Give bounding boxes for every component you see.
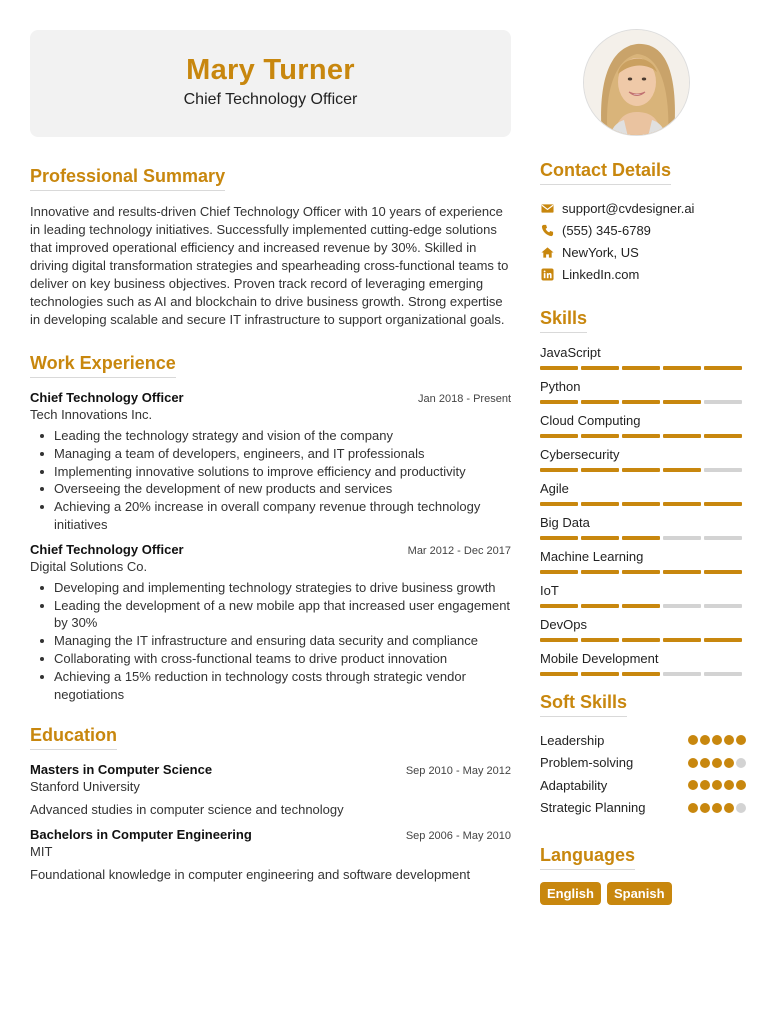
skill-level-segment [704,502,742,506]
soft-skills-list [540,729,746,819]
skill-level-segment [540,570,578,574]
school-name: Stanford University [30,779,140,795]
skill-level-segment [663,400,701,404]
rating-dot [736,735,746,745]
skill-level-segment [581,604,619,608]
skill-level-segment [622,604,660,608]
skill-level-segment [704,604,742,608]
skill-level-bar [540,570,746,574]
summary-text: Innovative and results-driven Chief Technology Officer with 10 years of experience in leading technology initiatives. Successfully implemented cutting-edge solutions that improved operational efficiency and increased revenue by 30%. Skilled in driving digital transformation strategies and spearheading cross-functional teams to deliver on key business objectives. Proven track record of leveraging emerging technologies such as AI and blockchain to drive business growth. Strong expertise in developing scalable and secure IT infrastructure to support organizational goals. [30,204,509,327]
skill-level-segment [581,570,619,574]
rating-dot [700,735,710,745]
skill-level-segment [663,502,701,506]
skills-heading: Skills [540,308,587,333]
skill-level-segment [704,638,742,642]
skill-item [540,651,746,676]
skill-name: Big Data [540,515,590,530]
skill-level-segment [622,638,660,642]
skill-level-segment [704,400,742,404]
contact-section [540,160,746,285]
soft-skill-name: Adaptability [540,777,608,793]
skill-name: Mobile Development [540,651,659,666]
job-bullets [30,579,511,704]
job-dates: Mar 2012 - Dec 2017 [407,544,511,557]
phone-icon [540,223,554,237]
job-company: Tech Innovations Inc. [30,407,153,422]
soft-skills-section [540,692,746,819]
languages-section [540,845,746,905]
soft-skill-name: Problem-solving [540,755,634,771]
skill-level-segment [581,400,619,404]
rating-dot [700,803,710,813]
skill-level-segment [704,366,742,370]
skill-level-segment [704,672,742,676]
skill-level-segment [663,468,701,472]
skill-level-segment [581,638,619,642]
skill-level-segment [581,366,619,370]
skill-name: Cloud Computing [540,413,641,428]
skill-level-segment [540,604,578,608]
job-bullet: Managing a team of developers, engineers, and IT professionals [30,445,511,463]
job-bullet: Managing the IT infrastructure and ensuring data security and compliance [30,632,511,650]
language-badge: English [540,882,601,905]
rating-dot [688,758,698,768]
rating-dot [712,758,722,768]
rating-dot [688,803,698,813]
skill-level-segment [704,434,742,438]
job-bullet: Achieving a 15% reduction in technology costs through strategic vendor negotiations [30,668,511,704]
header-banner [30,30,511,137]
education-dates: Sep 2010 - May 2012 [405,765,511,778]
soft-skill-rating [688,780,746,790]
skill-item [540,379,746,404]
soft-skill-item [540,797,746,820]
education-heading: Education [30,725,117,750]
rating-dot [736,803,746,813]
job-company: Digital Solutions Co. [30,558,148,574]
skill-level-segment [581,434,619,438]
skill-item [540,549,746,574]
soft-skill-name: Strategic Planning [540,800,646,816]
skill-name: Agile [540,481,569,496]
job-bullet: Leading the development of a new mobile app that increased user engagement by 30% [30,597,511,633]
skill-level-segment [704,468,742,472]
skill-level-segment [622,434,660,438]
rating-dot [712,735,722,745]
rating-dot [736,758,746,768]
job-bullet: Overseeing the development of new products and services [30,480,511,498]
skill-level-segment [581,502,619,506]
skill-level-bar [540,468,746,472]
linkedin-icon [540,267,554,281]
job-bullets [30,427,511,534]
soft-skill-rating [688,803,746,813]
contact-email[interactable] [540,197,746,219]
skills-section [540,308,746,676]
skill-name: Machine Learning [540,549,644,564]
skill-name: IoT [540,583,559,598]
skill-level-segment [663,570,701,574]
contact-phone[interactable] [540,219,746,241]
contact-heading: Contact Details [540,160,671,185]
skill-level-segment [622,468,660,472]
job-title: Chief Technology Officer [30,541,184,557]
rating-dot [724,758,734,768]
job-title: Chief Technology Officer [30,390,184,405]
school-name: MIT [30,844,53,860]
main-column [30,166,511,890]
skill-level-bar [540,604,746,608]
languages-heading: Languages [540,845,635,870]
skill-item [540,447,746,472]
skill-level-segment [663,604,701,608]
job-bullet: Achieving a 20% increase in overall company revenue through technology initiatives [30,498,511,534]
skill-item [540,583,746,608]
rating-dot [712,780,722,790]
soft-skill-rating [688,735,746,745]
skill-name: JavaScript [540,345,601,360]
job-bullet: Leading the technology strategy and vision of the company [30,427,511,445]
skill-level-segment [581,536,619,540]
skill-item [540,515,746,540]
skill-level-segment [540,468,578,472]
skills-list [540,345,746,676]
education-section [30,725,511,882]
skill-level-segment [663,434,701,438]
summary-heading: Professional Summary [30,166,225,191]
skill-level-segment [704,570,742,574]
rating-dot [700,758,710,768]
contact-linkedin-text: LinkedIn.com [562,266,640,282]
sidebar-column [540,160,746,905]
skill-item [540,345,746,370]
contact-location [540,241,746,263]
job-entry [30,390,511,534]
job-dates: Jan 2018 - Present [418,393,511,405]
skill-level-segment [540,638,578,642]
soft-skills-heading: Soft Skills [540,692,627,717]
rating-dot [712,803,722,813]
soft-skill-item [540,729,746,752]
skill-name: DevOps [540,617,587,632]
home-icon [540,245,554,259]
degree-title: Masters in Computer Science [30,762,213,778]
contact-location-text: NewYork, US [562,244,639,260]
skill-level-segment [622,502,660,506]
skill-level-segment [622,400,660,404]
soft-skill-item [540,752,746,775]
skill-level-bar [540,502,746,506]
skill-level-segment [540,434,578,438]
skill-item [540,617,746,642]
job-bullet: Implementing innovative solutions to improve efficiency and productivity [30,463,511,481]
skill-level-segment [540,502,578,506]
skill-level-segment [540,366,578,370]
rating-dot [736,780,746,790]
skill-level-segment [540,400,578,404]
skill-level-segment [622,536,660,540]
contact-email-text: support@cvdesigner.ai [562,200,695,216]
skill-level-segment [663,366,701,370]
skill-level-segment [663,672,701,676]
rating-dot [724,735,734,745]
rating-dot [688,735,698,745]
languages-list [540,882,746,905]
skill-level-segment [622,570,660,574]
profile-photo [583,29,690,136]
soft-skill-item [540,774,746,797]
skill-level-segment [540,536,578,540]
contact-phone-text: (555) 345-6789 [562,222,651,238]
skill-level-segment [581,672,619,676]
soft-skill-name: Leadership [540,732,605,748]
candidate-title: Chief Technology Officer [183,91,358,108]
rating-dot [724,780,734,790]
work-section [30,353,511,703]
degree-title: Bachelors in Computer Engineering [30,827,252,843]
work-heading: Work Experience [30,353,176,378]
skill-level-bar [540,434,746,438]
job-bullet: Developing and implementing technology strategies to drive business growth [30,579,511,597]
skill-item [540,413,746,438]
candidate-name: Mary Turner [186,54,355,86]
education-entry [30,827,511,882]
education-dates: Sep 2006 - May 2010 [405,830,511,843]
skill-level-segment [622,672,660,676]
skill-name: Python [540,379,581,394]
skill-level-bar [540,366,746,370]
skill-level-bar [540,638,746,642]
education-description: Advanced studies in computer science and technology [30,802,344,818]
skill-level-segment [663,638,701,642]
skill-level-segment [540,672,578,676]
soft-skill-rating [688,758,746,768]
skill-name: Cybersecurity [540,447,620,462]
envelope-icon [540,201,554,215]
job-entry [30,542,511,704]
education-entry [30,762,511,817]
skill-level-bar [540,672,746,676]
skill-level-segment [581,468,619,472]
rating-dot [724,803,734,813]
skill-item [540,481,746,506]
skill-level-segment [622,366,660,370]
job-bullet: Collaborating with cross-functional teams to drive product innovation [30,650,511,668]
language-badge: Spanish [607,882,672,905]
skill-level-bar [540,400,746,404]
contact-linkedin[interactable] [540,263,746,285]
education-description: Foundational knowledge in computer engineering and software development [30,867,471,883]
rating-dot [700,780,710,790]
skill-level-segment [663,536,701,540]
skill-level-segment [704,536,742,540]
rating-dot [688,780,698,790]
summary-section [30,166,511,329]
skill-level-bar [540,536,746,540]
